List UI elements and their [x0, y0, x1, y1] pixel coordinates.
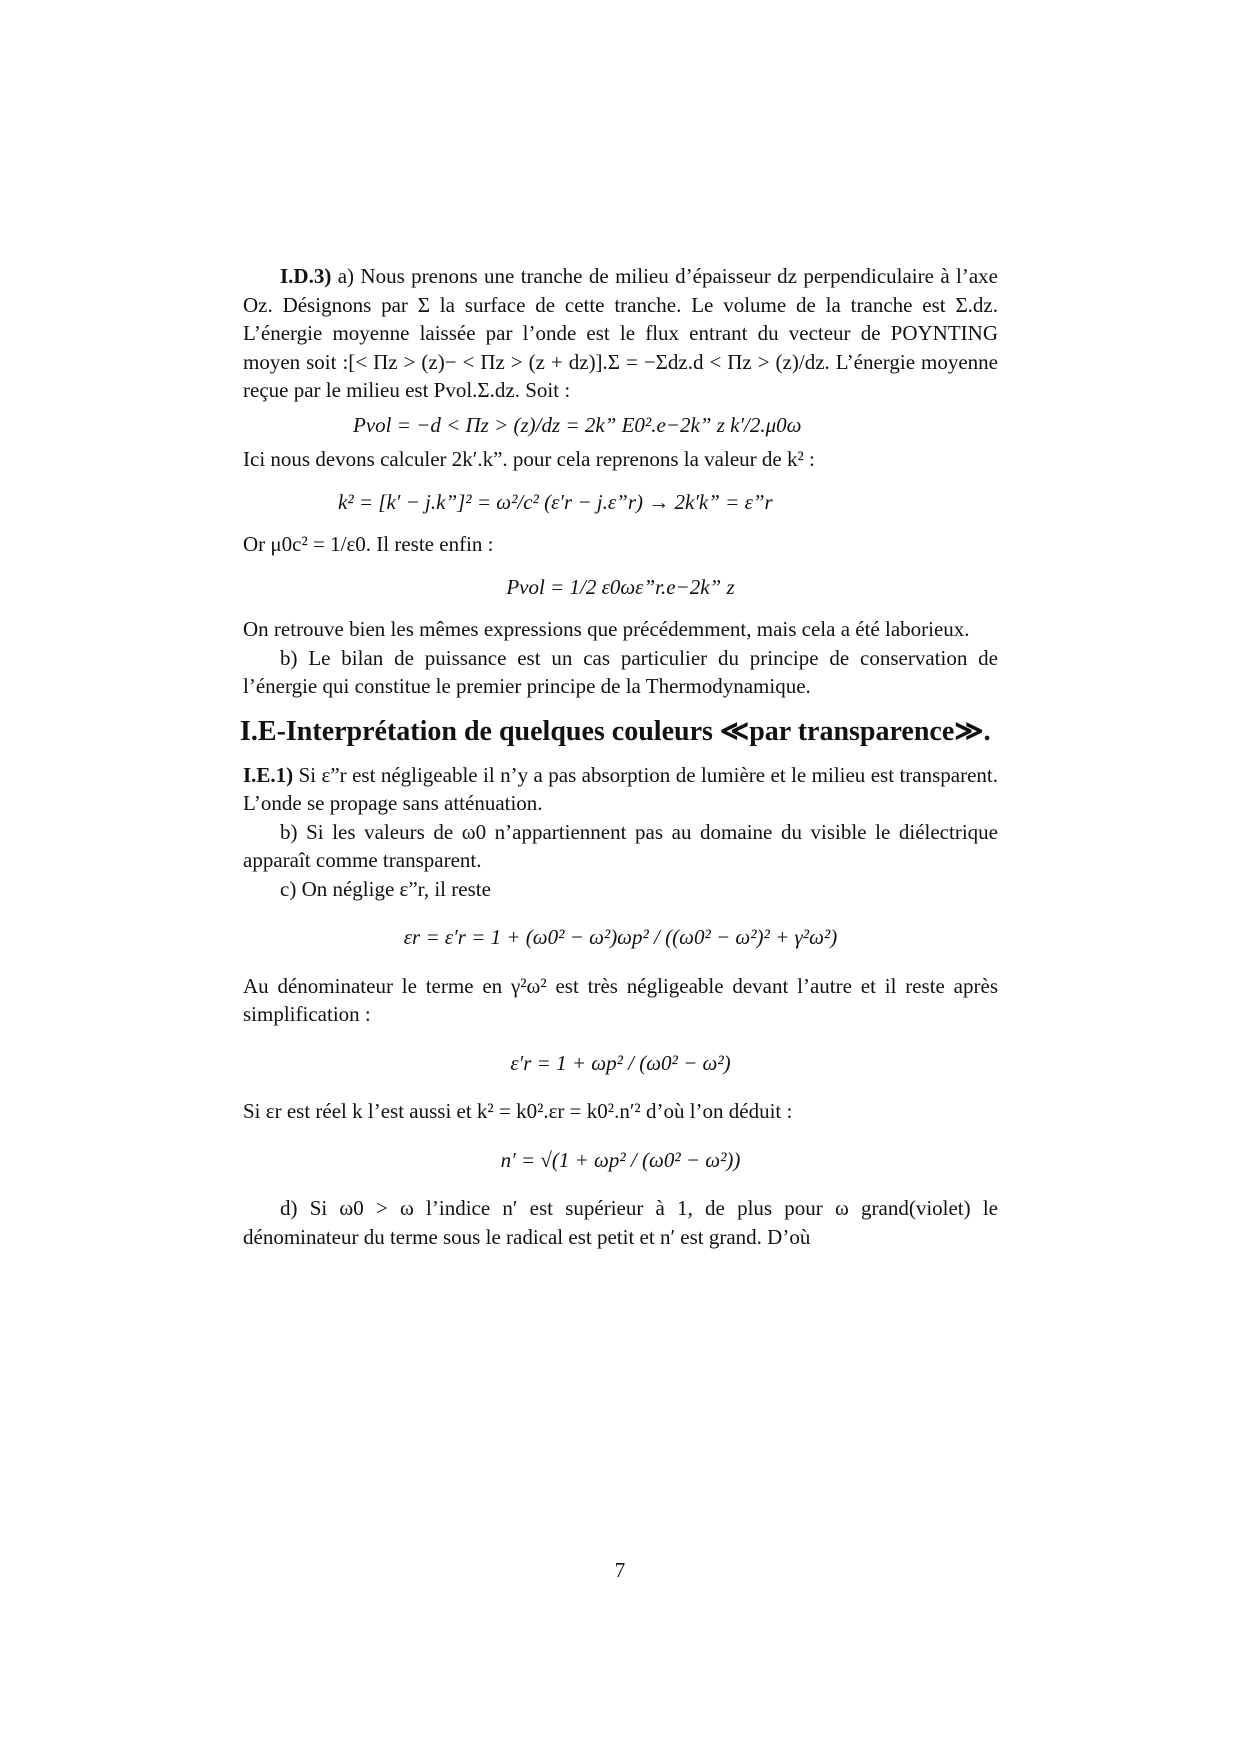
page-number: 7	[614, 1558, 626, 1582]
paragraph-denominateur: Au dénominateur le terme en γ²ω² est très négligeable devant l’autre et il reste après simplification :	[243, 973, 998, 1026]
paragraph-ie1	[243, 761, 998, 818]
document-body	[240, 262, 998, 1251]
equation-pvol-final: Pvol = 1/2 ε0ωε”r.e−2k” z	[506, 574, 735, 599]
paragraph-calc-k: Ici nous devons calculer 2k′.k”. pour cela reprenons la valeur de k² :	[243, 447, 815, 471]
section-heading-ie: I.E-Interprétation de quelques couleurs ≪par transparence≫.	[240, 715, 991, 747]
paragraph-mu0-c2: Or μ0c² = 1/ε0. Il reste enfin :	[243, 532, 494, 556]
paragraph-id3	[243, 262, 998, 405]
paragraph-ie1-c: c) On néglige ε”r, il reste	[280, 876, 491, 901]
paragraph-retrouve: On retrouve bien les mêmes expressions que précédemment, mais cela a été laborieux.	[243, 617, 970, 641]
paragraph-ie1-d: d) Si ω0 > ω l’indice n′ est supérieur à 1, de plus pour ω grand(violet) le dénominateur du terme sous le radical est petit et n′ est grand. D’où	[243, 1196, 998, 1249]
equation-k-squared: k² = [k′ − j.k”]² = ω²/c² (ε′r − j.ε”r) → 2k′k” = ε”r	[338, 489, 773, 514]
section-label-id3: I.D.3)	[280, 264, 332, 288]
paragraph-id3-text: a) Nous prenons une tranche de milieu d’épaisseur dz perpendiculaire à l’axe Oz. Désignons par Σ la surface de cette tranche. Le volume de la tranche est Σ.dz. L’énergie moyenne laissée par l’onde est le flux entrant du vecteur de POYNTING moyen soit :[< Πz > (z)− < Πz > (z + dz)].Σ = −Σdz.d < Πz > (z)/dz. L’énergie moyenne reçue par le milieu est Pvol.Σ.dz. Soit :	[243, 264, 998, 402]
paragraph-ie1-text: Si ε”r est négligeable il n’y a pas absorption de lumière et le milieu est transparent. L’onde se propage sans atténuation.	[243, 762, 998, 815]
paragraph-bilan: b) Le bilan de puissance est un cas particulier du principe de conservation de l’énergie qui constitue le premier principe de la Thermodynamique.	[243, 645, 998, 698]
section-label-ie1: I.E.1)	[243, 762, 294, 787]
equation-n-prime: n′ = √(1 + ωp² / (ω0² − ω²))	[500, 1147, 741, 1172]
equation-epsilon-r-prime: ε′r = 1 + ωp² / (ω0² − ω²)	[510, 1050, 731, 1075]
equation-epsilon-r: εr = ε′r = 1 + (ω0² − ω²)ωp² / ((ω0² − ω²)² + γ²ω²)	[403, 925, 838, 949]
paragraph-reel: Si εr est réel k l’est aussi et k² = k0².εr = k0².n′² d’où l’on déduit :	[243, 1099, 793, 1123]
equation-pvol-flux: Pvol = −d < Πz > (z)/dz = 2k” E0².e−2k” z k′/2.μ0ω	[353, 412, 802, 437]
paragraph-ie1-b: b) Si les valeurs de ω0 n’appartiennent pas au domaine du visible le diélectrique apparaît comme transparent.	[243, 819, 998, 872]
